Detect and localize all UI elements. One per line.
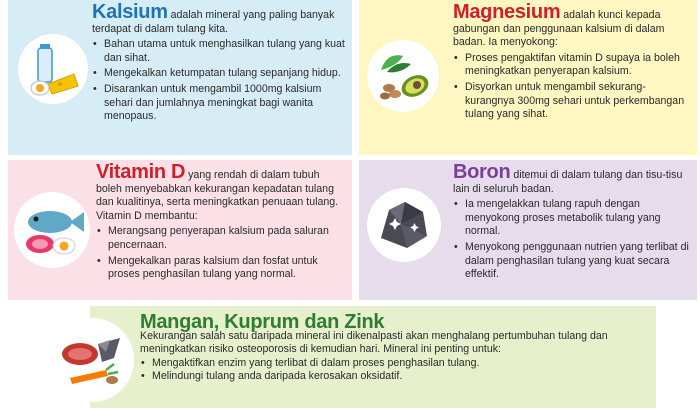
avocado-nuts-spinach-icon	[367, 40, 439, 112]
mineral-rock-icon	[367, 188, 441, 262]
list-item: • Merangsang penyerapan kalsium pada saluran pencernaan.	[96, 225, 346, 252]
vitamin-d-bullets	[96, 225, 346, 281]
boron-card	[359, 160, 697, 300]
list-item: • Menyokong penggunaan nutrien yang terlibat di dalam penghasilan tulang yang kuat secara effektif.	[453, 241, 689, 282]
kalsium-text	[92, 1, 346, 124]
list-item: • Proses pengaktifan vitamin D supaya ia boleh meningkatkan penyerapan kalsium.	[453, 52, 691, 79]
magnesium-intro: adalah kunci kepada gabungan dan penggunaan kalsium di dalam badan. Ia menyokong:	[453, 9, 665, 49]
meat-carrot-mineral-icon	[50, 318, 134, 402]
vitamin-d-intro: yang rendah di dalam tubuh boleh menyebabkan kekurangan kepadatan tulang dan kualitinya, serta meningkatkan penuaan tulang. Vitamin D membantu:	[96, 169, 339, 222]
mangan-title: Mangan, Kuprum dan Zink	[140, 311, 385, 333]
vitamin-d-title: Vitamin D	[96, 161, 186, 183]
milk-cheese-egg-icon	[18, 34, 88, 104]
mangan-text	[140, 311, 650, 384]
list-item: • Mengekalkan paras kalsium dan fosfat untuk proses penghasilan tulang yang normal.	[96, 255, 346, 282]
fish-egg-icon	[14, 192, 90, 268]
boron-bullets	[453, 198, 689, 282]
vitamin-d-card	[8, 160, 352, 300]
kalsium-title: Kalsium	[92, 1, 168, 23]
list-item: • Mengekalkan ketumpatan tulang sepanjang hidup.	[92, 67, 346, 81]
list-item: • Disyorkan untuk mengambil sekurang-kurangnya 300mg sehari untuk perkembangan tulang yang sihat.	[453, 81, 691, 122]
list-item: • Bahan utama untuk menghasilkan tulang yang kuat dan sihat.	[92, 38, 346, 65]
vitamin-d-text	[96, 161, 346, 282]
kalsium-intro: adalah mineral yang paling banyak terdapat di dalam tulang kita.	[92, 9, 335, 35]
list-item: • Disarankan untuk mengambil 1000mg kalsium sehari dan jumlahnya meningkat bagi wanita menopaus.	[92, 83, 346, 124]
list-item: • Ia mengelakkan tulang rapuh dengan menyokong proses metabolik tulang yang normal.	[453, 198, 689, 239]
mangan-bullets	[140, 357, 650, 384]
magnesium-title: Magnesium	[453, 1, 561, 23]
mangan-intro: Kekurangan salah satu daripada mineral ini dikenalpasti akan menghalang pertumbuhan tulang dan meningkatkan risiko osteoporosis di kemudian hari. Mineral ini penting untuk:	[140, 329, 608, 356]
kalsium-bullets	[92, 38, 346, 124]
boron-title: Boron	[453, 161, 511, 183]
boron-intro: ditemui di dalam tulang dan tisu-tisu lain di seluruh badan.	[453, 169, 683, 195]
boron-text	[453, 161, 689, 282]
list-item: • Melindungi tulang anda daripada kerosakan oksidatif.	[140, 370, 650, 384]
list-item: • Mengaktifkan enzim yang terlibat di dalam proses penghasilan tulang.	[140, 357, 650, 371]
kalsium-card	[8, 0, 352, 155]
magnesium-bullets	[453, 52, 691, 122]
magnesium-text	[453, 1, 691, 122]
mangan-kuprum-zink-card	[90, 306, 656, 408]
magnesium-card	[359, 0, 697, 155]
